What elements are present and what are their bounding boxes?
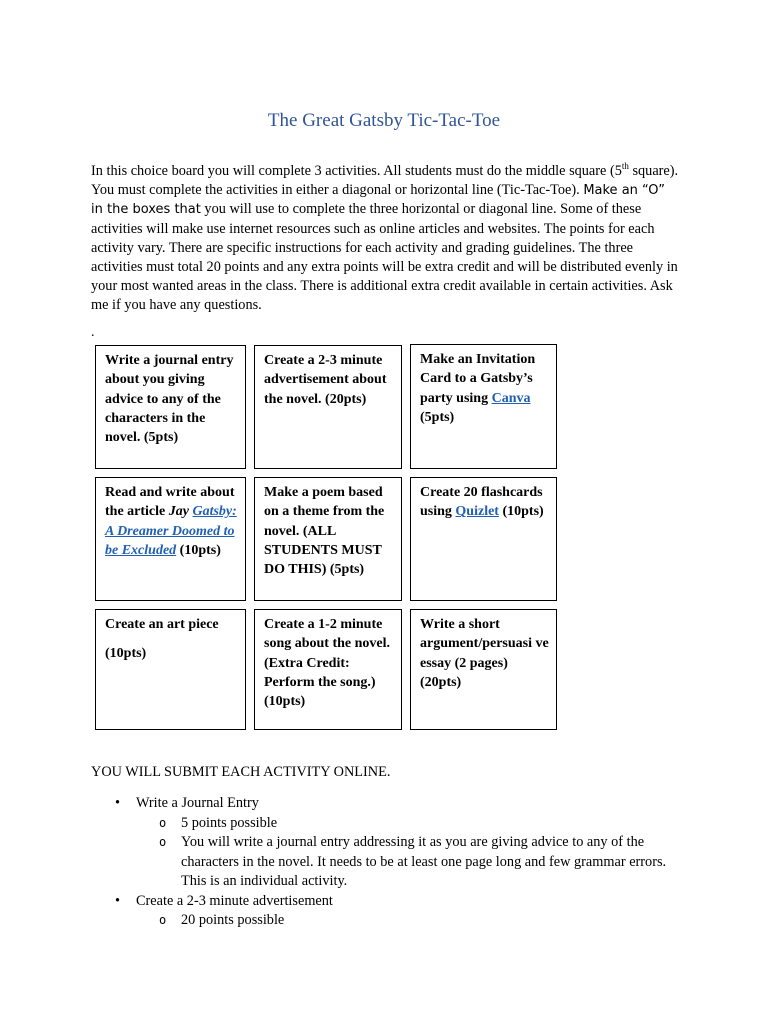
article-title-italic: Jay bbox=[168, 504, 189, 520]
cell-points: (10pts) bbox=[498, 504, 544, 520]
cell-text: Make an Invitation Card to a Gatsby’s party using bbox=[420, 352, 536, 406]
cell-text: Create a 1-2 minute song about the novel. (Extra Credit: Perform the song.) (10pts) bbox=[264, 617, 391, 710]
article-link[interactable]: Gatsby: A Dreamer Doomed to be Excluded bbox=[105, 504, 237, 558]
list-subitem bbox=[0, 833, 681, 892]
list-item-text: Create a 2-3 minute advertisement bbox=[136, 892, 333, 909]
list-subitem-text: You will write a journal entry addressing it as you are giving advice to any of the characters in the novel. It needs to be at least one page long and few grammar errors. This is an individual activity. bbox=[181, 834, 667, 889]
cell-points: (5pts) bbox=[420, 409, 455, 425]
intro-text-2: square). You must complete the activities in either a diagonal or horizontal line (Tic-Tac-Toe). bbox=[91, 163, 679, 199]
intro-paragraph bbox=[91, 162, 681, 316]
list-subitem bbox=[0, 814, 681, 834]
board-cell-song bbox=[254, 609, 402, 730]
intro-text-3: Make an “O” in the boxes that bbox=[91, 183, 666, 218]
cell-points: (10pts) bbox=[105, 646, 147, 662]
cell-spacer bbox=[105, 634, 239, 644]
list-item-text: Write a Journal Entry bbox=[136, 795, 259, 811]
list-subitem-text: 5 points possible bbox=[181, 814, 278, 831]
canva-link[interactable]: Canva bbox=[491, 390, 531, 406]
cell-text: Make a poem based on a theme from the novel. (ALL STUDENTS MUST DO THIS) (5pts) bbox=[264, 485, 385, 578]
list-subitem bbox=[0, 911, 681, 931]
intro-text-4: you will use to complete the three horizontal or diagonal line. Some of these activities will make use internet resources such as online articles and websites. The points for each activity vary. There are specific instructions for each activity and grading guidelines. The three activities must total 20 points and any extra points will be extra credit and will be distributed evenly in your most wanted areas in the class. There is additional extra credit available in certain activities. Ask me if you have any questions. bbox=[91, 201, 678, 314]
cell-text: Read and write about the article bbox=[105, 485, 235, 520]
cell-points: (10pts) bbox=[176, 542, 221, 558]
board-cell-essay bbox=[410, 609, 557, 730]
quizlet-link[interactable]: Quizlet bbox=[455, 504, 499, 520]
board-cell-article bbox=[95, 477, 246, 601]
board-cell-invitation bbox=[410, 344, 557, 469]
submit-heading: YOU WILL SUBMIT EACH ACTIVITY ONLINE. bbox=[91, 764, 391, 780]
cell-text: Create a 2-3 minute advertisement about the novel. (20pts) bbox=[264, 353, 387, 407]
board-cell-flashcards bbox=[410, 477, 557, 601]
board-cell-poem bbox=[254, 477, 402, 601]
board-cell-advertisement bbox=[254, 345, 402, 469]
activity-list bbox=[0, 794, 768, 931]
intro-superscript: th bbox=[621, 161, 629, 172]
cell-text: Write a short argument/persuasi ve essay (2 pages) (20pts) bbox=[420, 617, 549, 690]
list-item bbox=[0, 794, 768, 814]
intro-text-1: In this choice board you will complete 3 activities. All students must do the middle square (5 bbox=[91, 163, 622, 179]
cell-text: Create an art piece bbox=[105, 617, 219, 632]
stray-period: . bbox=[91, 325, 95, 340]
list-item bbox=[0, 892, 768, 912]
board-cell-art bbox=[95, 609, 246, 730]
list-subitem-text: 20 points possible bbox=[181, 912, 285, 928]
board-cell-journal bbox=[95, 345, 246, 469]
cell-text: Create 20 flashcards using bbox=[420, 485, 543, 520]
cell-text: Write a journal entry about you giving advice to any of the characters in the novel. (5pts) bbox=[105, 353, 234, 446]
document-title: The Great Gatsby Tic-Tac-Toe bbox=[267, 110, 501, 131]
